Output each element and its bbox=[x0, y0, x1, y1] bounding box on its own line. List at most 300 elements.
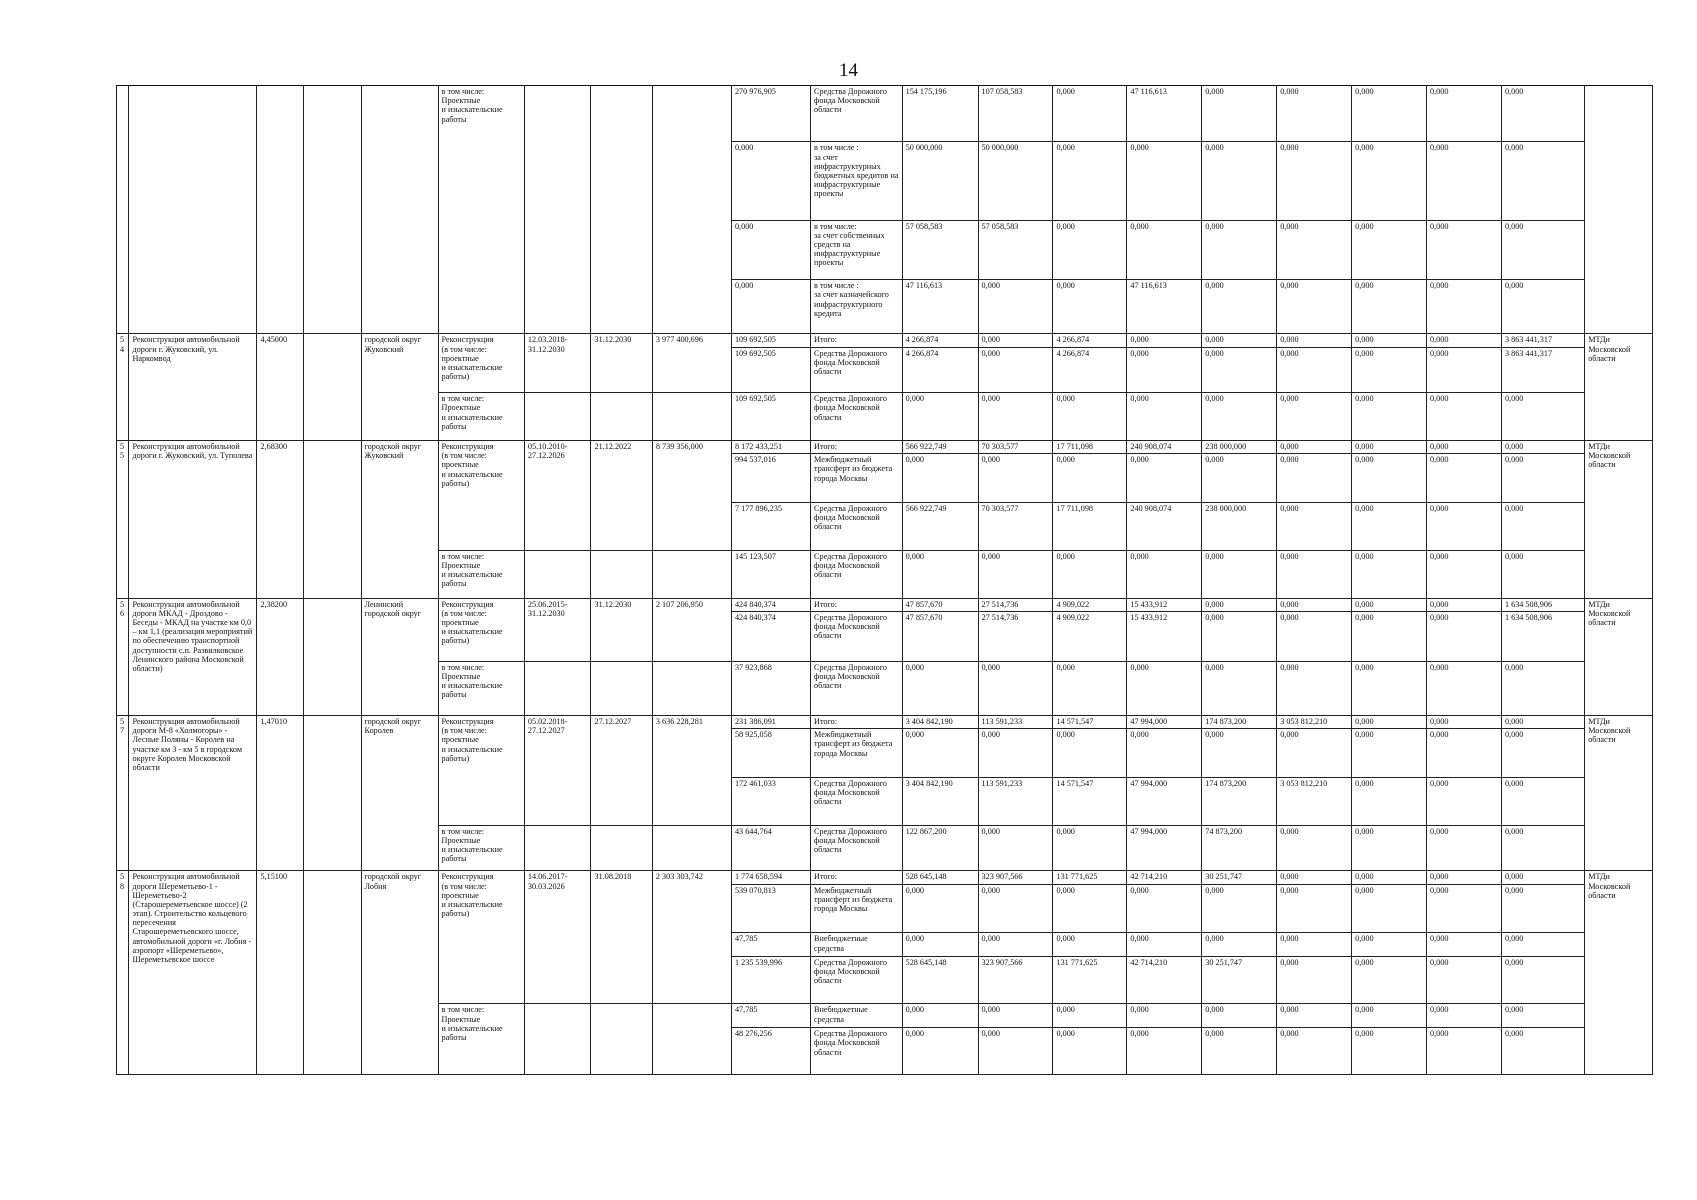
work-dates bbox=[524, 661, 591, 715]
year-value: 323 907,566 bbox=[978, 956, 1053, 1004]
year-value: 0,000 bbox=[1277, 661, 1352, 715]
work-dates: 05.02.2018- 27.12.2027 bbox=[524, 715, 591, 825]
year-value: 0,000 bbox=[1277, 729, 1352, 778]
district: городской округ Лобня bbox=[361, 871, 438, 1075]
year-value: 0,000 bbox=[1352, 280, 1427, 334]
length-km: 2,38200 bbox=[257, 598, 304, 715]
year-value: 0,000 bbox=[902, 884, 978, 933]
responsible-org: МТДи Московской области bbox=[1585, 871, 1653, 1075]
year-value: 3 053 812,210 bbox=[1277, 715, 1352, 728]
year-value: 17 711,098 bbox=[1053, 503, 1127, 551]
year-value: 57 058,583 bbox=[902, 220, 978, 280]
funding-source: Итого: bbox=[811, 334, 903, 347]
year-value: 0,000 bbox=[1352, 550, 1427, 598]
year-value: 0,000 bbox=[1501, 871, 1584, 884]
year-value: 15 433,912 bbox=[1127, 611, 1202, 661]
year-value: 0,000 bbox=[1427, 715, 1502, 728]
completion-date: 31.08.2018 bbox=[591, 871, 652, 1004]
year-value: 0,000 bbox=[1277, 142, 1352, 220]
funding-source: Итого: bbox=[811, 871, 903, 884]
year-value: 70 303,577 bbox=[978, 441, 1053, 454]
work-type: Реконструкция (в том числе: проектные и изыскательские работы) bbox=[438, 871, 524, 1004]
year-value: 0,000 bbox=[1427, 778, 1502, 826]
year-value: 0,000 bbox=[1127, 1028, 1202, 1075]
year-value: 0,000 bbox=[1352, 884, 1427, 933]
year-value: 57 058,583 bbox=[978, 220, 1053, 280]
year-value: 0,000 bbox=[902, 550, 978, 598]
year-value: 0,000 bbox=[902, 1004, 978, 1028]
year-value: 0,000 bbox=[978, 550, 1053, 598]
financed-amount: 48 276,256 bbox=[731, 1028, 810, 1075]
year-value: 131 771,625 bbox=[1053, 956, 1127, 1004]
year-value: 0,000 bbox=[1053, 661, 1127, 715]
work-dates: 25.06.2015- 31.12.2030 bbox=[524, 598, 591, 661]
year-value: 0,000 bbox=[1501, 933, 1584, 956]
year-value: 4 909,022 bbox=[1053, 598, 1127, 611]
funding-source: Межбюджетный трансферт из бюджета города Москвы bbox=[811, 729, 903, 778]
year-value: 0,000 bbox=[1202, 611, 1277, 661]
year-value: 238 000,000 bbox=[1202, 503, 1277, 551]
year-value: 0,000 bbox=[1352, 454, 1427, 503]
blank-cell bbox=[304, 715, 361, 870]
year-value: 17 711,098 bbox=[1053, 441, 1127, 454]
year-value: 0,000 bbox=[1202, 347, 1277, 393]
year-value: 0,000 bbox=[1277, 393, 1352, 441]
year-value: 47 994,000 bbox=[1127, 778, 1202, 826]
year-value: 0,000 bbox=[1501, 778, 1584, 826]
table-row bbox=[117, 715, 1653, 728]
row-number: 56 bbox=[117, 598, 129, 715]
year-value: 0,000 bbox=[1127, 393, 1202, 441]
work-type: Реконструкция (в том числе: проектные и изыскательские работы) bbox=[438, 441, 524, 551]
year-value: 0,000 bbox=[1501, 1004, 1584, 1028]
year-value: 0,000 bbox=[1053, 825, 1127, 871]
financed-amount: 8 172 433,251 bbox=[731, 441, 810, 454]
length-km: 5,15100 bbox=[257, 871, 304, 1075]
year-value: 0,000 bbox=[1501, 550, 1584, 598]
year-value: 0,000 bbox=[1202, 334, 1277, 347]
row-number: 57 bbox=[117, 715, 129, 870]
year-value: 0,000 bbox=[1202, 729, 1277, 778]
year-value: 0,000 bbox=[1427, 86, 1502, 142]
year-value: 0,000 bbox=[978, 729, 1053, 778]
row-number: 58 bbox=[117, 871, 129, 1075]
year-value: 0,000 bbox=[1202, 598, 1277, 611]
year-value: 27 514,736 bbox=[978, 598, 1053, 611]
year-value: 14 571,547 bbox=[1053, 715, 1127, 728]
year-value: 174 873,200 bbox=[1202, 715, 1277, 728]
work-type: Реконструкция (в том числе: проектные и изыскательские работы) bbox=[438, 715, 524, 825]
year-value: 4 266,874 bbox=[1053, 334, 1127, 347]
year-value: 47 857,670 bbox=[902, 611, 978, 661]
year-value: 0,000 bbox=[1127, 220, 1202, 280]
total-cost bbox=[652, 393, 731, 441]
total-cost: 3 977 400,696 bbox=[652, 334, 731, 393]
year-value: 1 634 508,906 bbox=[1501, 611, 1584, 661]
completion-date bbox=[591, 661, 652, 715]
work-dates bbox=[524, 393, 591, 441]
year-value: 0,000 bbox=[1352, 1004, 1427, 1028]
year-value: 0,000 bbox=[978, 393, 1053, 441]
year-value: 0,000 bbox=[1053, 220, 1127, 280]
year-value: 0,000 bbox=[1277, 884, 1352, 933]
financed-amount: 994 537,016 bbox=[731, 454, 810, 503]
funding-source: в том числе : за счет казначейского инфраструктурного кредита bbox=[811, 280, 903, 334]
year-value: 0,000 bbox=[1053, 86, 1127, 142]
year-value: 0,000 bbox=[902, 661, 978, 715]
work-dates: 12.03.2018- 31.12.2030 bbox=[524, 334, 591, 393]
year-value: 122 867,200 bbox=[902, 825, 978, 871]
year-value: 323 907,566 bbox=[978, 871, 1053, 884]
year-value: 0,000 bbox=[1501, 454, 1584, 503]
page-number: 14 bbox=[839, 60, 858, 81]
year-value: 0,000 bbox=[1202, 220, 1277, 280]
year-value: 0,000 bbox=[1501, 715, 1584, 728]
funding-source: Итого: bbox=[811, 715, 903, 728]
financed-amount: 0,000 bbox=[731, 142, 810, 220]
responsible-org: МТДи Московской области bbox=[1585, 334, 1653, 441]
funding-source: Средства Дорожного фонда Московской области bbox=[811, 503, 903, 551]
year-value: 0,000 bbox=[1352, 598, 1427, 611]
year-value: 0,000 bbox=[978, 454, 1053, 503]
year-value: 0,000 bbox=[1127, 550, 1202, 598]
year-value: 0,000 bbox=[1277, 347, 1352, 393]
year-value: 0,000 bbox=[1277, 503, 1352, 551]
year-value: 47 116,613 bbox=[1127, 280, 1202, 334]
financed-amount: 172 461,033 bbox=[731, 778, 810, 826]
length-km: 2,68300 bbox=[257, 441, 304, 599]
financed-amount: 539 070,813 bbox=[731, 884, 810, 933]
year-value: 0,000 bbox=[1427, 220, 1502, 280]
year-value: 0,000 bbox=[1277, 86, 1352, 142]
year-value: 0,000 bbox=[1127, 347, 1202, 393]
work-type: в том числе: Проектные и изыскательские работы bbox=[438, 825, 524, 871]
year-value: 0,000 bbox=[1427, 1004, 1502, 1028]
funding-source: в том числе: за счет собственных средств на инфраструктурные проекты bbox=[811, 220, 903, 280]
year-value: 0,000 bbox=[1127, 933, 1202, 956]
year-value: 0,000 bbox=[1427, 1028, 1502, 1075]
year-value: 0,000 bbox=[1501, 441, 1584, 454]
year-value: 0,000 bbox=[978, 1004, 1053, 1028]
year-value: 566 922,749 bbox=[902, 441, 978, 454]
year-value: 0,000 bbox=[1277, 280, 1352, 334]
table-row bbox=[117, 441, 1653, 454]
financed-amount: 43 644,764 bbox=[731, 825, 810, 871]
year-value: 0,000 bbox=[978, 280, 1053, 334]
financed-amount: 270 976,905 bbox=[731, 86, 810, 142]
year-value: 0,000 bbox=[902, 393, 978, 441]
financed-amount: 109 692,505 bbox=[731, 347, 810, 393]
year-value: 27 514,736 bbox=[978, 611, 1053, 661]
year-value: 0,000 bbox=[1427, 441, 1502, 454]
year-value: 0,000 bbox=[1352, 661, 1427, 715]
length-km: 1,47010 bbox=[257, 715, 304, 870]
year-value: 0,000 bbox=[1202, 550, 1277, 598]
completion-date bbox=[591, 825, 652, 871]
responsible-org: МТДи Московской области bbox=[1585, 441, 1653, 599]
total-cost: 2 107 206,950 bbox=[652, 598, 731, 661]
blank-cell bbox=[304, 334, 361, 441]
work-dates bbox=[524, 550, 591, 598]
year-value: 0,000 bbox=[1352, 334, 1427, 347]
year-value: 0,000 bbox=[1352, 825, 1427, 871]
year-value: 0,000 bbox=[1352, 142, 1427, 220]
funding-source: в том числе : за счет инфраструктурных бюджетных кредитов на инфраструктурные проекты bbox=[811, 142, 903, 220]
year-value: 0,000 bbox=[1352, 86, 1427, 142]
funding-source: Средства Дорожного фонда Московской области bbox=[811, 393, 903, 441]
work-dates: 05.10.2010- 27.12.2026 bbox=[524, 441, 591, 551]
year-value: 0,000 bbox=[1277, 1028, 1352, 1075]
year-value: 0,000 bbox=[1127, 334, 1202, 347]
year-value: 0,000 bbox=[1277, 611, 1352, 661]
year-value: 0,000 bbox=[1053, 393, 1127, 441]
year-value: 0,000 bbox=[1501, 280, 1584, 334]
year-value: 0,000 bbox=[1501, 825, 1584, 871]
year-value: 0,000 bbox=[1427, 142, 1502, 220]
table-row bbox=[117, 871, 1653, 884]
funding-source: Средства Дорожного фонда Московской области bbox=[811, 1028, 903, 1075]
year-value: 154 175,196 bbox=[902, 86, 978, 142]
completion-date bbox=[591, 86, 652, 334]
year-value: 0,000 bbox=[1427, 933, 1502, 956]
funding-source: Итого: bbox=[811, 441, 903, 454]
year-value: 528 645,148 bbox=[902, 871, 978, 884]
year-value: 0,000 bbox=[902, 454, 978, 503]
work-dates bbox=[524, 86, 591, 334]
total-cost: 3 636 228,281 bbox=[652, 715, 731, 825]
year-value: 0,000 bbox=[1127, 661, 1202, 715]
year-value: 0,000 bbox=[978, 933, 1053, 956]
length-km bbox=[257, 86, 304, 334]
total-cost bbox=[652, 86, 731, 334]
year-value: 30 251,747 bbox=[1202, 956, 1277, 1004]
year-value: 0,000 bbox=[1127, 729, 1202, 778]
district: городской округ Жуковский bbox=[361, 441, 438, 599]
table-row bbox=[117, 86, 1653, 142]
year-value: 0,000 bbox=[1501, 1028, 1584, 1075]
year-value: 0,000 bbox=[1501, 661, 1584, 715]
year-value: 3 863 441,317 bbox=[1501, 334, 1584, 347]
year-value: 0,000 bbox=[1427, 334, 1502, 347]
work-type: в том числе: Проектные и изыскательские работы bbox=[438, 661, 524, 715]
financed-amount: 7 177 896,235 bbox=[731, 503, 810, 551]
financed-amount: 47,785 bbox=[731, 1004, 810, 1028]
financed-amount: 424 840,374 bbox=[731, 598, 810, 611]
object-name: Реконструкция автомобильной дороги г. Жуковский, ул. Туполева bbox=[129, 441, 257, 599]
year-value: 0,000 bbox=[1277, 871, 1352, 884]
year-value: 0,000 bbox=[1053, 729, 1127, 778]
funding-source: Межбюджетный трансферт из бюджета города Москвы bbox=[811, 454, 903, 503]
year-value: 113 591,233 bbox=[978, 778, 1053, 826]
table-row bbox=[117, 334, 1653, 347]
year-value: 0,000 bbox=[1352, 715, 1427, 728]
financed-amount: 109 692,505 bbox=[731, 393, 810, 441]
financed-amount: 37 923,868 bbox=[731, 661, 810, 715]
year-value: 0,000 bbox=[1277, 598, 1352, 611]
financed-amount: 109 692,505 bbox=[731, 334, 810, 347]
year-value: 70 303,577 bbox=[978, 503, 1053, 551]
blank-cell bbox=[304, 441, 361, 599]
year-value: 0,000 bbox=[1352, 933, 1427, 956]
year-value: 131 771,625 bbox=[1053, 871, 1127, 884]
year-value: 0,000 bbox=[1053, 933, 1127, 956]
year-value: 0,000 bbox=[1053, 550, 1127, 598]
row-number bbox=[117, 86, 129, 334]
year-value: 4 266,874 bbox=[902, 347, 978, 393]
object-name: Реконструкция автомобильной дороги Шереметьево-1 - Шереметьево-2 (Старошереметьевское шоссе) (2 этап). Строительство кольцевого пересечения Старошереметьевского шоссе, автомобильной дороги «г. Лобня - аэропорт «Шереметьево», Шереметьевское шоссе bbox=[129, 871, 257, 1075]
year-value: 1 634 508,906 bbox=[1501, 598, 1584, 611]
year-value: 113 591,233 bbox=[978, 715, 1053, 728]
year-value: 0,000 bbox=[902, 1028, 978, 1075]
year-value: 0,000 bbox=[1277, 1004, 1352, 1028]
work-type: Реконструкция (в том числе: проектные и изыскательские работы) bbox=[438, 334, 524, 393]
financed-amount: 145 123,507 bbox=[731, 550, 810, 598]
total-cost bbox=[652, 661, 731, 715]
year-value: 0,000 bbox=[1202, 661, 1277, 715]
row-number: 55 bbox=[117, 441, 129, 599]
year-value: 4 266,874 bbox=[902, 334, 978, 347]
year-value: 0,000 bbox=[1053, 1004, 1127, 1028]
year-value: 0,000 bbox=[1501, 884, 1584, 933]
year-value: 0,000 bbox=[1277, 441, 1352, 454]
year-value: 0,000 bbox=[1202, 393, 1277, 441]
year-value: 0,000 bbox=[902, 729, 978, 778]
year-value: 0,000 bbox=[1501, 220, 1584, 280]
year-value: 0,000 bbox=[1427, 956, 1502, 1004]
year-value: 47 994,000 bbox=[1127, 715, 1202, 728]
work-type: в том числе: Проектные и изыскательские работы bbox=[438, 1004, 524, 1075]
year-value: 15 433,912 bbox=[1127, 598, 1202, 611]
funding-source: Средства Дорожного фонда Московской области bbox=[811, 611, 903, 661]
funding-source: Внебюджетные средства bbox=[811, 933, 903, 956]
year-value: 47 994,000 bbox=[1127, 825, 1202, 871]
work-dates bbox=[524, 825, 591, 871]
year-value: 0,000 bbox=[1501, 142, 1584, 220]
year-value: 14 571,547 bbox=[1053, 778, 1127, 826]
year-value: 0,000 bbox=[1053, 280, 1127, 334]
year-value: 3 863 441,317 bbox=[1501, 347, 1584, 393]
year-value: 0,000 bbox=[1352, 441, 1427, 454]
work-dates bbox=[524, 1004, 591, 1075]
row-number: 54 bbox=[117, 334, 129, 441]
year-value: 3 404 842,190 bbox=[902, 778, 978, 826]
year-value: 0,000 bbox=[1202, 884, 1277, 933]
year-value: 0,000 bbox=[1053, 1028, 1127, 1075]
funding-source: Межбюджетный трансферт из бюджета города Москвы bbox=[811, 884, 903, 933]
year-value: 0,000 bbox=[1427, 503, 1502, 551]
year-value: 0,000 bbox=[978, 884, 1053, 933]
financed-amount: 1 235 539,996 bbox=[731, 956, 810, 1004]
year-value: 50 000,000 bbox=[902, 142, 978, 220]
year-value: 0,000 bbox=[978, 334, 1053, 347]
district: Ленинский городской округ bbox=[361, 598, 438, 715]
financed-amount: 47,785 bbox=[731, 933, 810, 956]
year-value: 0,000 bbox=[1427, 280, 1502, 334]
year-value: 528 645,148 bbox=[902, 956, 978, 1004]
year-value: 0,000 bbox=[1352, 778, 1427, 826]
work-type: в том числе: Проектные и изыскательские работы bbox=[438, 393, 524, 441]
year-value: 0,000 bbox=[902, 933, 978, 956]
length-km: 4,45000 bbox=[257, 334, 304, 441]
year-value: 0,000 bbox=[1352, 393, 1427, 441]
year-value: 238 000,000 bbox=[1202, 441, 1277, 454]
funding-source: Внебюджетные средства bbox=[811, 1004, 903, 1028]
funding-source: Итого: bbox=[811, 598, 903, 611]
work-type: Реконструкция (в том числе: проектные и изыскательские работы) bbox=[438, 598, 524, 661]
year-value: 0,000 bbox=[1352, 220, 1427, 280]
year-value: 0,000 bbox=[1277, 933, 1352, 956]
year-value: 0,000 bbox=[1501, 503, 1584, 551]
year-value: 0,000 bbox=[1427, 729, 1502, 778]
year-value: 0,000 bbox=[1352, 729, 1427, 778]
year-value: 0,000 bbox=[1202, 86, 1277, 142]
total-cost bbox=[652, 550, 731, 598]
district: городской округ Королев bbox=[361, 715, 438, 870]
year-value: 0,000 bbox=[1277, 334, 1352, 347]
year-value: 4 266,874 bbox=[1053, 347, 1127, 393]
year-value: 240 908,074 bbox=[1127, 441, 1202, 454]
total-cost: 2 303 303,742 bbox=[652, 871, 731, 1004]
completion-date: 31.12.2030 bbox=[591, 334, 652, 393]
year-value: 0,000 bbox=[1501, 86, 1584, 142]
financed-amount: 58 925,058 bbox=[731, 729, 810, 778]
year-value: 47 116,613 bbox=[902, 280, 978, 334]
year-value: 0,000 bbox=[1427, 825, 1502, 871]
object-name: Реконструкция автомобильной дороги г. Жуковский, ул. Наркомвод bbox=[129, 334, 257, 441]
blank-cell bbox=[304, 86, 361, 334]
financed-amount: 424 840,374 bbox=[731, 611, 810, 661]
completion-date bbox=[591, 550, 652, 598]
work-dates: 14.06.2017- 30.03.2026 bbox=[524, 871, 591, 1004]
year-value: 0,000 bbox=[1277, 454, 1352, 503]
year-value: 0,000 bbox=[1427, 550, 1502, 598]
year-value: 30 251,747 bbox=[1202, 871, 1277, 884]
year-value: 0,000 bbox=[1127, 1004, 1202, 1028]
year-value: 0,000 bbox=[978, 661, 1053, 715]
total-cost bbox=[652, 825, 731, 871]
district: городской округ Жуковский bbox=[361, 334, 438, 441]
year-value: 0,000 bbox=[1202, 1004, 1277, 1028]
year-value: 0,000 bbox=[1352, 347, 1427, 393]
funding-source: Средства Дорожного фонда Московской области bbox=[811, 347, 903, 393]
year-value: 3 404 842,190 bbox=[902, 715, 978, 728]
year-value: 0,000 bbox=[1053, 454, 1127, 503]
year-value: 0,000 bbox=[1352, 611, 1427, 661]
district bbox=[361, 86, 438, 334]
completion-date: 31.12.2030 bbox=[591, 598, 652, 661]
year-value: 0,000 bbox=[1427, 884, 1502, 933]
year-value: 0,000 bbox=[1202, 1028, 1277, 1075]
year-value: 0,000 bbox=[1277, 825, 1352, 871]
funding-source: Средства Дорожного фонда Московской области bbox=[811, 661, 903, 715]
completion-date bbox=[591, 1004, 652, 1075]
year-value: 47 857,670 bbox=[902, 598, 978, 611]
funding-source: Средства Дорожного фонда Московской области bbox=[811, 778, 903, 826]
completion-date: 21.12.2022 bbox=[591, 441, 652, 551]
year-value: 566 922,749 bbox=[902, 503, 978, 551]
year-value: 0,000 bbox=[1427, 661, 1502, 715]
year-value: 0,000 bbox=[1127, 884, 1202, 933]
year-value: 0,000 bbox=[1427, 454, 1502, 503]
total-cost bbox=[652, 1004, 731, 1075]
funding-source: Средства Дорожного фонда Московской области bbox=[811, 86, 903, 142]
year-value: 0,000 bbox=[1427, 611, 1502, 661]
year-value: 0,000 bbox=[1053, 142, 1127, 220]
year-value: 240 908,074 bbox=[1127, 503, 1202, 551]
blank-cell bbox=[304, 598, 361, 715]
blank-cell bbox=[304, 871, 361, 1075]
year-value: 47 116,613 bbox=[1127, 86, 1202, 142]
